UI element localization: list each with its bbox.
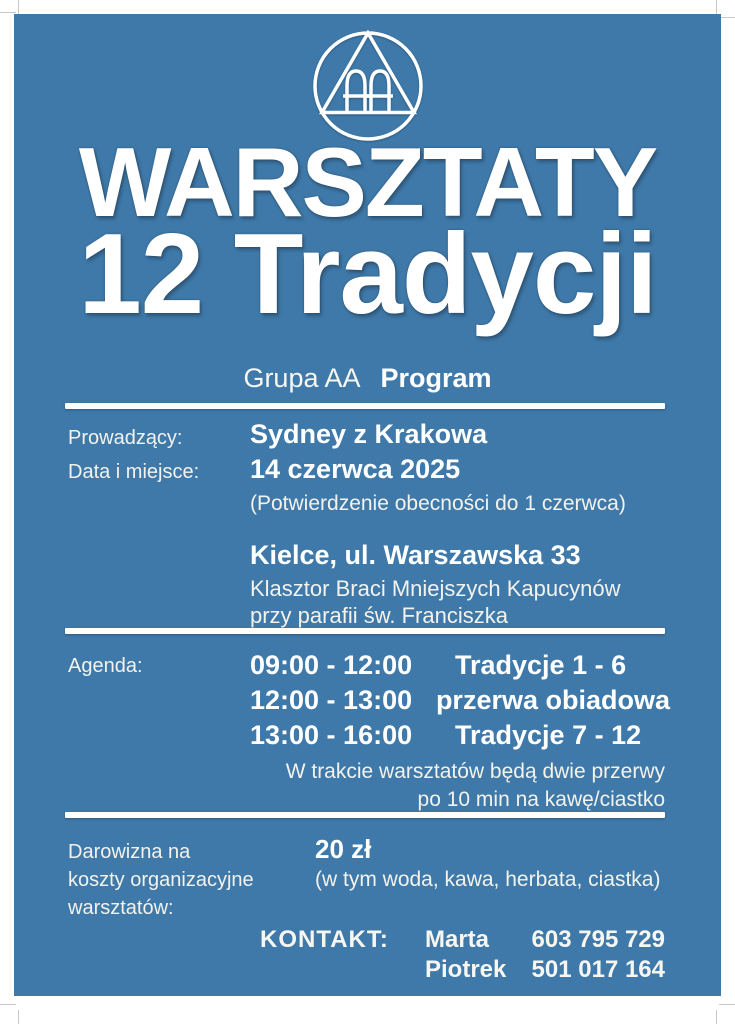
- crop-mark: [0, 1004, 16, 1005]
- agenda-note-line2: po 10 min na kawę/ciastko: [417, 788, 665, 811]
- contact-name-2: Piotrek: [425, 956, 507, 983]
- date-value: 14 czerwca 2025: [250, 454, 461, 484]
- donation-label-line2: koszty organizacyjne: [68, 869, 254, 891]
- crop-mark: [719, 17, 735, 18]
- crop-mark: [716, 1010, 717, 1024]
- crop-mark: [719, 1004, 735, 1005]
- venue-parish: przy parafii św. Franciszka: [250, 603, 508, 628]
- poster-title-line1: WARSZTATY: [78, 127, 657, 237]
- agenda-row: [250, 685, 670, 716]
- donation-amount: 20 zł: [315, 834, 372, 864]
- poster: [14, 14, 721, 996]
- agenda-row: [250, 650, 670, 681]
- agenda-label: Agenda:: [68, 655, 143, 677]
- agenda-time: 12:00 - 13:00: [250, 685, 413, 715]
- leader-label: Prowadzący:: [68, 427, 183, 449]
- leader-value: Sydney z Krakowa: [250, 419, 488, 449]
- contact-phone-2: 501 017 164: [531, 956, 665, 983]
- divider: [65, 403, 665, 409]
- divider: [65, 812, 665, 818]
- subtitle-program: Program: [380, 363, 492, 393]
- agenda-note-line1: W trakcie warsztatów będą dwie przerwy: [285, 760, 665, 783]
- agenda-row: [250, 720, 670, 751]
- venue-address: Kielce, ul. Warszawska 33: [250, 540, 581, 570]
- donation-label: [68, 838, 254, 922]
- donation-label-line1: Darowizna na: [68, 841, 191, 863]
- crop-mark: [716, 0, 717, 14]
- crop-mark: [18, 1010, 19, 1024]
- subtitle-group-name: Grupa AA: [243, 363, 361, 393]
- agenda-activity: Tradycje 1 - 6: [455, 650, 627, 680]
- contact-name-1: Marta: [425, 926, 490, 953]
- agenda-activity: Tradycje 7 - 12: [455, 720, 642, 750]
- contact-label: KONTAKT:: [260, 926, 389, 953]
- divider: [65, 628, 665, 634]
- contact-phone-1: 603 795 729: [531, 926, 665, 953]
- donation-note: (w tym woda, kawa, herbata, ciastka): [315, 868, 661, 891]
- crop-mark: [0, 12, 16, 13]
- poster-title-line2: 12 Tradycji: [78, 211, 657, 338]
- crop-mark: [18, 0, 19, 14]
- agenda-activity: przerwa obiadowa: [435, 685, 670, 715]
- subtitle: [14, 363, 721, 394]
- venue-building: Klasztor Braci Mniejszych Kapucynów: [250, 576, 621, 601]
- agenda-time: 09:00 - 12:00: [250, 650, 413, 680]
- date-note: (Potwierdzenie obecności do 1 czerwca): [250, 492, 626, 515]
- date-label: Data i miejsce:: [68, 461, 200, 483]
- agenda-note: [250, 758, 665, 814]
- donation-label-line3: warsztatów:: [68, 897, 174, 919]
- agenda-time: 13:00 - 16:00: [250, 720, 413, 750]
